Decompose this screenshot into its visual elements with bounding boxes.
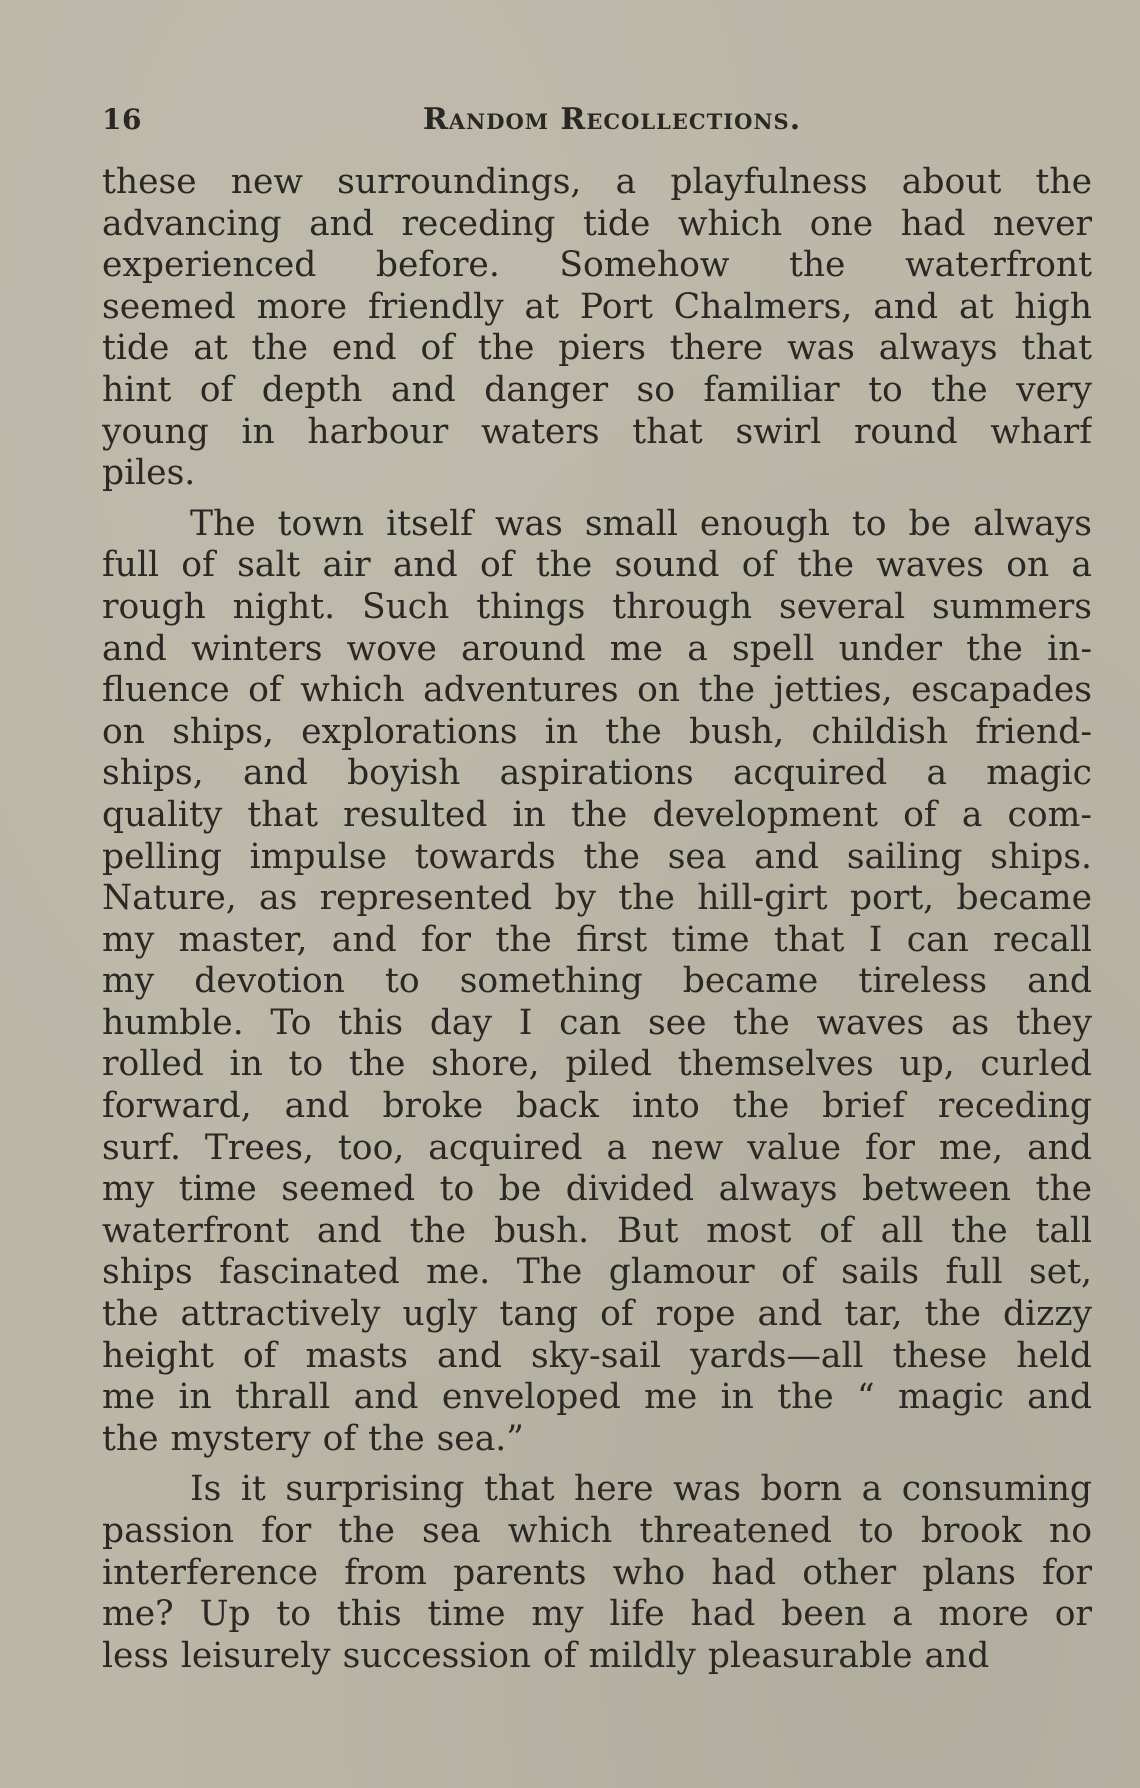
text-line: tide at the end of the piers there was always that <box>102 328 1092 369</box>
text-line: young in harbour waters that swirl round wharf <box>102 411 1092 452</box>
text-line: me in thrall and enveloped me in the “ magic and <box>102 1377 1092 1418</box>
running-head <box>102 98 1092 142</box>
text-line: my time seemed to be divided always between the <box>102 1169 1092 1210</box>
text-line: forward, and broke back into the brief receding <box>102 1086 1092 1127</box>
text-line: advancing and receding tide which one had never <box>102 203 1092 244</box>
text-line: passion for the sea which threatened to brook no <box>102 1511 1092 1551</box>
page-number: 16 <box>102 103 142 136</box>
running-title: Random Recollections. <box>422 102 802 137</box>
text-line: surf. Trees, too, acquired a new value for me, and <box>102 1127 1092 1168</box>
text-line: ships fascinated me. The glamour of sails full set, <box>102 1252 1092 1293</box>
text-line: height of masts and sky-sail yards—all these held <box>102 1335 1092 1376</box>
text-line: hint of depth and danger so familiar to the very <box>102 369 1092 410</box>
text-line: and winters wove around me a spell under the in- <box>102 628 1092 669</box>
text-line: humble. To this day I can see the waves as they <box>102 1002 1092 1043</box>
text-line: my master, and for the first time that I can recall <box>102 919 1092 960</box>
paragraph <box>102 504 1092 1461</box>
body-text <box>102 162 1092 1686</box>
text-line: less leisurely succession of mildly pleasurable and <box>102 1635 990 1676</box>
text-line: my devotion to something became tireless and <box>102 961 1092 1002</box>
text-line: these new surroundings, a playfulness about the <box>102 162 1092 202</box>
text-line: rolled in to the shore, piled themselves up, curled <box>102 1044 1092 1085</box>
text-line: quality that resulted in the development of a com- <box>102 794 1092 835</box>
text-line: pelling impulse towards the sea and sailing ships. <box>102 836 1092 877</box>
text-line: interference from parents who had other plans for <box>102 1552 1092 1593</box>
text-line: Nature, as represented by the hill-girt port, became <box>102 878 1092 919</box>
text-line: the attractively ugly tang of rope and tar, the dizzy <box>102 1294 1092 1335</box>
paragraph <box>102 1469 1092 1677</box>
text-line: me? Up to this time my life had been a more or <box>102 1594 1092 1635</box>
paragraph <box>102 162 1092 495</box>
text-line: rough night. Such things through several summers <box>102 586 1092 627</box>
text-line: The town itself was small enough to be always <box>190 503 1092 544</box>
text-line: full of salt air and of the sound of the waves on a <box>102 545 1092 586</box>
text-line: Is it surprising that here was born a consuming <box>190 1469 1092 1510</box>
text-line: fluence of which adventures on the jetties, escapades <box>102 670 1092 711</box>
text-line: the mystery of the sea.” <box>102 1418 524 1459</box>
text-line: ships, and boyish aspirations acquired a magic <box>102 753 1092 794</box>
text-line: seemed more friendly at Port Chalmers, and at high <box>102 286 1092 327</box>
text-line: on ships, explorations in the bush, childish friend- <box>102 711 1092 752</box>
text-line: experienced before. Somehow the waterfront <box>102 245 1092 286</box>
text-line: waterfront and the bush. But most of all the tall <box>102 1210 1092 1251</box>
text-line: piles. <box>102 453 196 494</box>
